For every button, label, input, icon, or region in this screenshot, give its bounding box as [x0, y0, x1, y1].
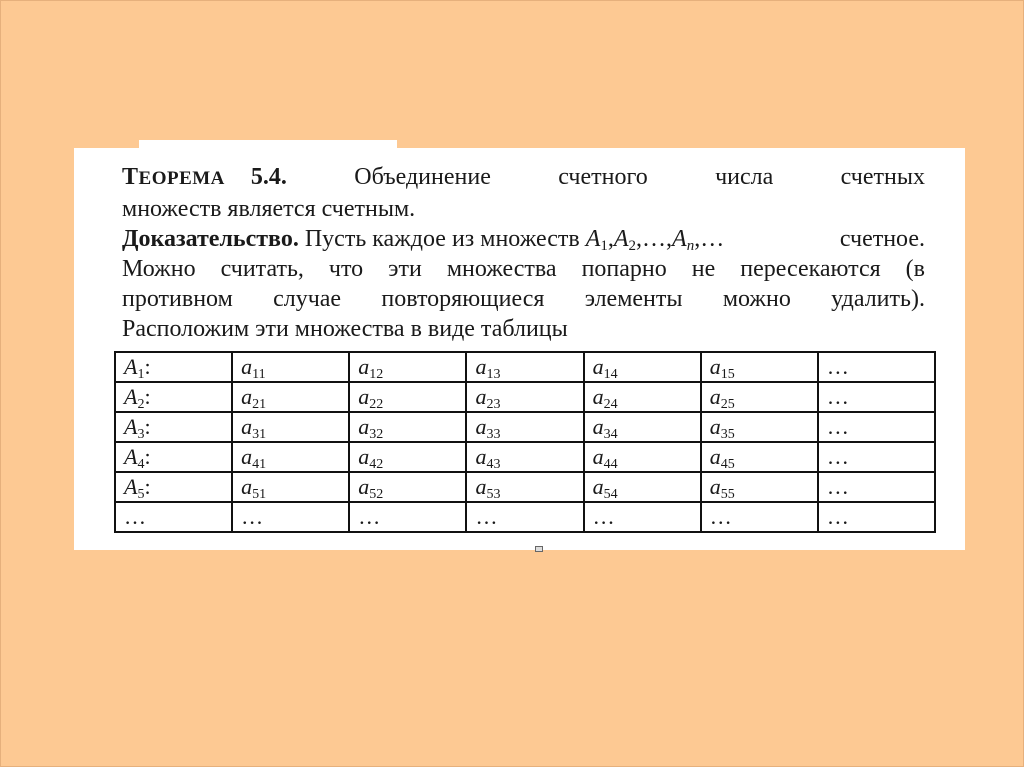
element-symbol: a — [475, 444, 487, 469]
element-cell — [349, 472, 466, 502]
element-cell — [232, 442, 349, 472]
ellipsis-cell: … — [818, 412, 935, 442]
proof-intro-text: Пусть каждое из множеств — [304, 226, 580, 252]
proof-word: удалить). — [831, 286, 925, 312]
element-cell — [349, 382, 466, 412]
element-symbol: a — [475, 474, 487, 499]
set-label-cell — [115, 472, 232, 502]
element-index: 34 — [603, 427, 618, 442]
proof-word: элементы — [584, 286, 683, 312]
ellipsis-cell: … — [818, 382, 935, 412]
element-index: 42 — [369, 457, 384, 472]
set-index: 1 — [137, 367, 145, 382]
element-index: 14 — [603, 367, 618, 382]
element-cell — [466, 412, 583, 442]
element-index: 51 — [252, 487, 267, 502]
proof-line-1 — [122, 224, 925, 254]
set-label-cell — [115, 412, 232, 442]
table-row — [115, 352, 935, 382]
element-symbol: a — [709, 414, 721, 439]
ellipsis-cell: … — [349, 502, 466, 532]
proof-label: Доказательство. — [122, 226, 299, 252]
theorem-label-first: Т — [122, 164, 139, 190]
element-symbol: a — [592, 474, 604, 499]
ellipsis-cell: … — [818, 442, 935, 472]
theorem-label-rest: ЕОРЕМА — [138, 168, 225, 189]
ellipsis-cell: … — [584, 502, 701, 532]
proof-word: пересекаются — [740, 256, 881, 282]
proof-line-2 — [122, 254, 925, 284]
ellipsis-cell: … — [232, 502, 349, 532]
element-index: 25 — [720, 397, 735, 412]
element-index: 33 — [486, 427, 501, 442]
element-symbol: a — [709, 354, 721, 379]
element-index: 41 — [252, 457, 267, 472]
element-index: 24 — [603, 397, 618, 412]
document-page — [74, 148, 965, 550]
element-cell — [232, 382, 349, 412]
theorem-line-1 — [122, 162, 925, 194]
element-index: 55 — [720, 487, 735, 502]
element-symbol: a — [475, 414, 487, 439]
proof-line-4: Расположим эти множества в виде таблицы — [122, 316, 568, 342]
element-index: 45 — [720, 457, 735, 472]
table-row — [115, 472, 935, 502]
ellipsis-cell: … — [818, 472, 935, 502]
proof-word: не — [691, 256, 716, 282]
ellipsis-cell: … — [466, 502, 583, 532]
ellipsis-cell: … — [115, 502, 232, 532]
element-index: 35 — [720, 427, 735, 442]
ellipsis-cell: … — [818, 502, 935, 532]
table-row — [115, 442, 935, 472]
element-index: 31 — [252, 427, 267, 442]
proof-word: эти — [388, 256, 422, 282]
colon: : — [144, 414, 151, 439]
element-cell — [349, 412, 466, 442]
element-index: 21 — [252, 397, 267, 412]
set-label-cell — [115, 352, 232, 382]
element-index: 15 — [720, 367, 735, 382]
element-symbol: a — [358, 414, 370, 439]
colon: : — [144, 384, 151, 409]
proof-word: множества — [446, 256, 557, 282]
text-block — [122, 162, 925, 344]
element-symbol: a — [592, 414, 604, 439]
theorem-word: счетных — [840, 164, 925, 190]
proof-line-1-end: счетное. — [839, 226, 925, 252]
theorem-word: счетного — [558, 164, 648, 190]
set-symbol: A — [124, 384, 138, 409]
proof-word: что — [328, 256, 364, 282]
set-index: 3 — [137, 427, 145, 442]
element-symbol: a — [475, 354, 487, 379]
set-symbol: A — [124, 474, 138, 499]
element-cell — [232, 352, 349, 382]
element-cell — [701, 412, 818, 442]
element-cell — [466, 472, 583, 502]
table-row — [115, 382, 935, 412]
element-index: 12 — [369, 367, 384, 382]
element-symbol: a — [709, 384, 721, 409]
element-symbol: a — [358, 384, 370, 409]
element-index: 54 — [603, 487, 618, 502]
set-index: 5 — [137, 487, 145, 502]
embedded-object-marker — [535, 546, 543, 552]
element-cell — [232, 412, 349, 442]
element-symbol: a — [592, 384, 604, 409]
proof-word: случае — [273, 286, 342, 312]
element-symbol: a — [592, 444, 604, 469]
proof-word: считать, — [220, 256, 304, 282]
table-row — [115, 502, 935, 532]
element-cell — [701, 382, 818, 412]
colon: : — [144, 354, 151, 379]
element-index: 22 — [369, 397, 384, 412]
set-label-cell — [115, 442, 232, 472]
element-index: 43 — [486, 457, 501, 472]
set-index: 4 — [137, 457, 145, 472]
element-index: 52 — [369, 487, 384, 502]
table-row — [115, 412, 935, 442]
theorem-number: 5.4. — [250, 164, 287, 190]
element-index: 23 — [486, 397, 501, 412]
element-symbol: a — [241, 384, 253, 409]
proof-word: Можно — [122, 256, 196, 282]
sets-table — [114, 351, 936, 533]
set-symbol: A — [124, 444, 138, 469]
colon: : — [144, 474, 151, 499]
element-cell — [584, 442, 701, 472]
proof-word: можно — [722, 286, 791, 312]
element-cell — [466, 382, 583, 412]
theorem-word: Объединение — [354, 164, 491, 190]
set-index: 2 — [137, 397, 145, 412]
proof-word: повторяющиеся — [381, 286, 545, 312]
proof-word: попарно — [581, 256, 667, 282]
element-index: 11 — [252, 367, 266, 382]
element-cell — [466, 442, 583, 472]
element-cell — [232, 472, 349, 502]
set-sequence-formula: $A_1,A_2,\dots,A_n,\dots$ — [585, 226, 725, 254]
set-symbol: A — [124, 414, 138, 439]
element-cell — [701, 352, 818, 382]
proof-word: противном — [122, 286, 233, 312]
theorem-line-2: множеств является счетным. — [122, 196, 416, 222]
element-symbol: a — [241, 354, 253, 379]
element-index: 13 — [486, 367, 501, 382]
element-symbol: a — [358, 474, 370, 499]
element-symbol: a — [475, 384, 487, 409]
element-cell — [466, 352, 583, 382]
element-symbol: a — [358, 354, 370, 379]
element-cell — [584, 472, 701, 502]
element-cell — [349, 442, 466, 472]
element-index: 53 — [486, 487, 501, 502]
ellipsis-cell: … — [818, 352, 935, 382]
element-symbol: a — [241, 414, 253, 439]
element-symbol: a — [241, 474, 253, 499]
ellipsis-cell: … — [701, 502, 818, 532]
theorem-heading — [122, 162, 287, 194]
element-cell — [701, 442, 818, 472]
element-cell — [584, 412, 701, 442]
element-cell — [584, 352, 701, 382]
element-symbol: a — [358, 444, 370, 469]
element-index: 44 — [603, 457, 618, 472]
set-label-cell — [115, 382, 232, 412]
theorem-word: числа — [715, 164, 774, 190]
element-symbol: a — [709, 444, 721, 469]
proof-word: (в — [905, 256, 925, 282]
element-symbol: a — [241, 444, 253, 469]
element-cell — [701, 472, 818, 502]
proof-line-3 — [122, 284, 925, 314]
element-index: 32 — [369, 427, 384, 442]
set-symbol: A — [124, 354, 138, 379]
colon: : — [144, 444, 151, 469]
element-cell — [349, 352, 466, 382]
element-symbol: a — [592, 354, 604, 379]
element-cell — [584, 382, 701, 412]
element-symbol: a — [709, 474, 721, 499]
